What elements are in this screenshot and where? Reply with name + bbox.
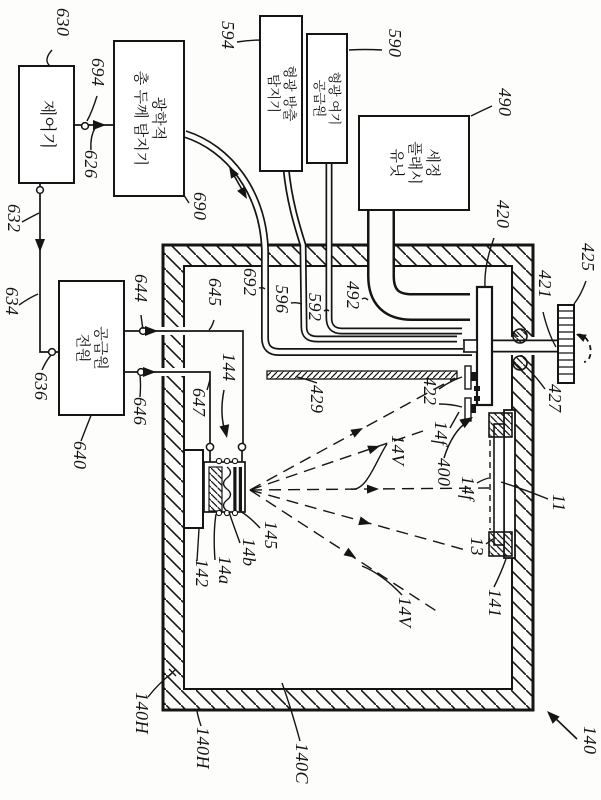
vapor-plume-14V bbox=[250, 378, 489, 614]
ref-label-647: 647 bbox=[189, 388, 209, 417]
fluorescence-emission-detector-box bbox=[259, 15, 303, 172]
fluorescence-excitation-source-box bbox=[306, 33, 348, 164]
optical-detector-line2: 총 두께 탐지기 bbox=[132, 70, 149, 167]
ref-label-140H-2: 140H bbox=[193, 727, 213, 769]
source-assembly-144 bbox=[184, 450, 245, 528]
crystal-sensor-422 bbox=[465, 366, 476, 421]
ref-label-646: 646 bbox=[130, 397, 150, 426]
ref-label-640: 640 bbox=[70, 441, 90, 470]
ref-label-141: 141 bbox=[485, 589, 505, 618]
ref-label-140C: 140C bbox=[292, 743, 312, 785]
excitation-source-line2: 공급원 bbox=[312, 79, 327, 118]
ref-label-421: 421 bbox=[535, 270, 555, 299]
ref-label-144: 144 bbox=[219, 353, 239, 382]
knob-425[interactable] bbox=[558, 305, 574, 383]
ref-label-14f-1: 14f bbox=[431, 421, 451, 446]
ref-label-490: 490 bbox=[495, 88, 515, 117]
source-power-box bbox=[58, 280, 125, 416]
ref-label-636: 636 bbox=[31, 372, 51, 401]
source-power-line1: 공급원 bbox=[92, 326, 110, 370]
ref-label-429: 429 bbox=[307, 385, 327, 414]
ref-label-420: 420 bbox=[493, 200, 513, 229]
excitation-source-line1: 형광 여기 bbox=[327, 71, 343, 126]
ref-label-690: 690 bbox=[190, 192, 210, 221]
ref-label-11: 11 bbox=[549, 494, 569, 512]
ref-label-592: 592 bbox=[305, 293, 325, 322]
flash-unit-line1: 세정 bbox=[423, 148, 441, 178]
emission-detector-line2: 탐지기 bbox=[266, 73, 281, 114]
baffle-plates-145 bbox=[239, 467, 242, 511]
cleaning-flash-unit-box bbox=[358, 115, 470, 211]
ref-label-634: 634 bbox=[2, 287, 22, 316]
ref-label-692: 692 bbox=[240, 268, 260, 297]
optical-thickness-detector-box bbox=[113, 40, 185, 197]
ref-label-14f-2: 14f bbox=[458, 476, 478, 501]
ref-label-630: 630 bbox=[53, 8, 73, 37]
ref-label-645: 645 bbox=[205, 278, 225, 307]
ref-label-422: 422 bbox=[420, 377, 440, 406]
controller-box bbox=[18, 65, 75, 184]
ref-label-14V-2: 14V bbox=[395, 597, 415, 628]
ref-label-596: 596 bbox=[272, 285, 292, 314]
ref-label-400: 400 bbox=[434, 458, 454, 487]
flash-unit-line2: 플래시 bbox=[405, 141, 423, 185]
ref-label-594: 594 bbox=[218, 21, 238, 50]
plume-arrowheads bbox=[343, 424, 381, 562]
rotation-arc-icon bbox=[574, 330, 590, 362]
ref-label-14V-1: 14V bbox=[388, 435, 408, 466]
ref-label-140: 140 bbox=[580, 726, 600, 755]
ref-label-644: 644 bbox=[131, 274, 151, 303]
ref-label-140H-1: 140H bbox=[132, 692, 152, 734]
ref-label-145: 145 bbox=[261, 521, 281, 550]
ref-label-492: 492 bbox=[343, 281, 363, 310]
ref-label-14b: 14b bbox=[239, 538, 259, 567]
ref-label-626: 626 bbox=[81, 150, 101, 179]
source-power-line2: 전원 bbox=[74, 333, 92, 363]
substrate-holder-141 bbox=[489, 410, 515, 558]
optical-detector-line1: 광학적 bbox=[149, 96, 167, 141]
ref-label-694: 694 bbox=[88, 58, 108, 87]
charge-14a bbox=[209, 467, 222, 511]
ref-label-142: 142 bbox=[192, 559, 212, 588]
ref-label-425: 425 bbox=[578, 243, 598, 272]
controller-box-label: 제어기 bbox=[37, 99, 57, 150]
ref-label-632: 632 bbox=[4, 204, 24, 233]
ref-label-590: 590 bbox=[385, 29, 405, 58]
ref-label-13: 13 bbox=[467, 537, 487, 556]
ref-label-427: 427 bbox=[545, 384, 565, 413]
flash-unit-line3: 유닛 bbox=[388, 148, 406, 178]
ref-label-14a: 14a bbox=[215, 556, 235, 585]
emission-detector-line1: 형광 방출 bbox=[281, 65, 297, 122]
